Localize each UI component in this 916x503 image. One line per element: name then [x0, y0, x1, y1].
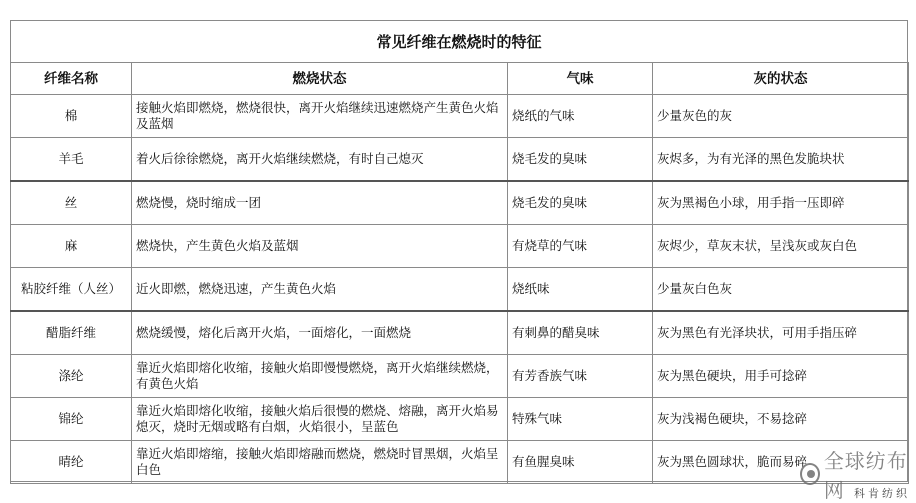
header-row: [11, 63, 909, 95]
ash-state-cell: 少量灰色的灰: [653, 95, 909, 138]
table-row: [11, 181, 909, 225]
smell-cell: 烧纸味: [508, 268, 653, 312]
fiber-name-cell: 棉: [11, 95, 132, 138]
column-header-burning-state: 燃烧状态: [132, 63, 508, 95]
ash-state-cell: 灰为黑色圆球状，脆而易碎: [653, 441, 909, 484]
smell-cell: 有刺鼻的醋臭味: [508, 311, 653, 355]
fiber-name-cell: 醋脂纤维: [11, 311, 132, 355]
fiber-name-cell: 晴纶: [11, 441, 132, 484]
table-row: [11, 311, 909, 355]
globe-logo-icon: [800, 463, 820, 485]
ash-state-cell: 灰为浅褐色硬块，不易捻碎: [653, 398, 909, 441]
table-row: [11, 398, 909, 441]
table-title: 常见纤维在燃烧时的特征: [376, 32, 542, 51]
smell-cell: 有芳香族气味: [508, 355, 653, 398]
fiber-name-cell: 麻: [11, 225, 132, 268]
table-row: [11, 95, 909, 138]
ash-state-cell: 灰烬少，草灰末状，呈浅灰或灰白色: [653, 225, 909, 268]
smell-cell: 烧毛发的臭味: [508, 138, 653, 182]
burning-state-cell: 靠近火焰即熔缩，接触火焰即熔融而燃烧，燃烧时冒黑烟，火焰呈白色: [132, 441, 508, 484]
ash-state-cell: 灰烬多，为有光泽的黑色发脆块状: [653, 138, 909, 182]
ash-state-cell: 灰为黑色硬块，用手可捻碎: [653, 355, 909, 398]
ash-state-cell: 灰为黑褐色小球，用手指一压即碎: [653, 181, 909, 225]
table-row: [11, 355, 909, 398]
ash-state-cell: 少量灰白色灰: [653, 268, 909, 312]
smell-cell: 烧纸的气味: [508, 95, 653, 138]
burning-state-cell: 靠近火焰即熔化收缩，接触火焰后很慢的燃烧、熔融，离开火焰易熄灭，烧时无烟或略有白烟，火焰很小，呈蓝色: [132, 398, 508, 441]
column-header-fiber-name: 纤维名称: [11, 63, 132, 95]
fiber-name-cell: 羊毛: [11, 138, 132, 182]
watermark-text: 全球纺布网: [823, 449, 908, 502]
table-row: [11, 441, 909, 484]
burning-state-cell: 燃烧慢，烧时缩成一团: [132, 181, 508, 225]
smell-cell: 有鱼腥臭味: [508, 441, 653, 484]
table-row: [11, 268, 909, 312]
fiber-name-cell: 锦纶: [11, 398, 132, 441]
column-header-ash-state: 灰的状态: [653, 63, 909, 95]
table-row: [11, 138, 909, 182]
burning-state-cell: 燃烧缓慢，熔化后离开火焰，一面熔化，一面燃烧: [132, 311, 508, 355]
column-header-smell: 气味: [508, 63, 653, 95]
smell-cell: 烧毛发的臭味: [508, 181, 653, 225]
fiber-burning-table: [10, 62, 909, 484]
credit-text: 科肯纺织: [854, 487, 910, 500]
burning-state-cell: 着火后徐徐燃烧，离开火焰继续燃烧，有时自己熄灭: [132, 138, 508, 182]
smell-cell: 特殊气味: [508, 398, 653, 441]
table-row: [11, 225, 909, 268]
burning-state-cell: 接触火焰即燃烧，燃烧很快，离开火焰继续迅速燃烧产生黄色火焰及蓝烟: [132, 95, 508, 138]
smell-cell: 有烧草的气味: [508, 225, 653, 268]
burning-state-cell: 靠近火焰即熔化收缩，接触火焰即慢慢燃烧，离开火焰继续燃烧，有黄色火焰: [132, 355, 508, 398]
fiber-name-cell: 丝: [11, 181, 132, 225]
burning-state-cell: 燃烧快，产生黄色火焰及蓝烟: [132, 225, 508, 268]
burning-state-cell: 近火即燃，燃烧迅速，产生黄色火焰: [132, 268, 508, 312]
fiber-name-cell: 粘胶纤维（人丝）: [11, 268, 132, 312]
ash-state-cell: 灰为黑色有光泽块状，可用手指压碎: [653, 311, 909, 355]
fiber-name-cell: 涤纶: [11, 355, 132, 398]
